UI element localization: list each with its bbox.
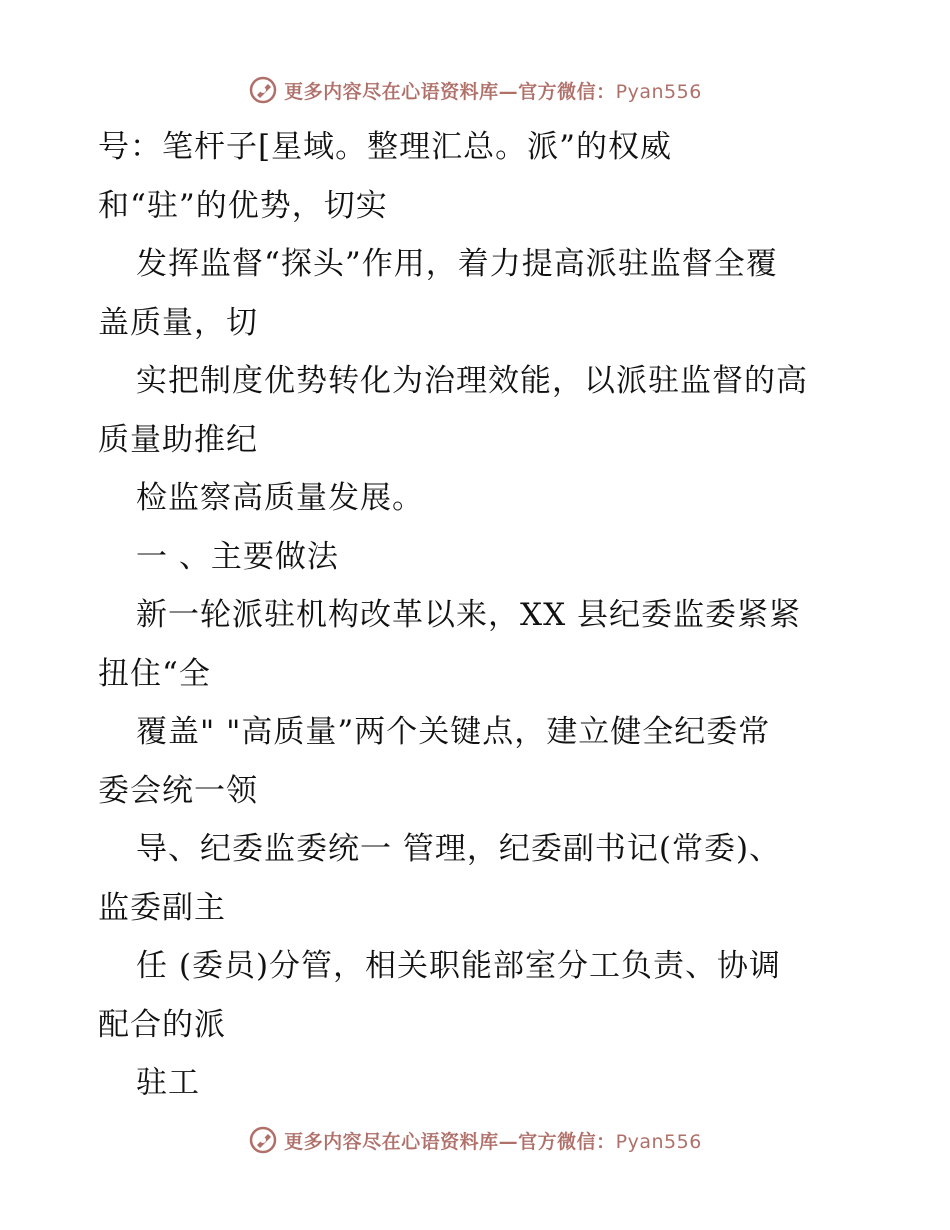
brand-logo-icon	[248, 75, 278, 105]
text-line: 覆盖" "高质量”两个关键点，建立健全纪委常	[136, 714, 771, 750]
text-line: 发挥监督“探头”作用，着力提高派驻监督全覆	[136, 246, 778, 282]
header-watermark	[0, 68, 950, 112]
text-line: 质量助推纪	[98, 421, 258, 458]
text-line: 和“驻”的优势，切实	[98, 187, 388, 224]
document-body	[98, 118, 858, 1113]
footer-watermark	[0, 1118, 950, 1162]
text-line: 实把制度优势转化为治理效能，以派驻监督的高	[136, 363, 808, 399]
text-line: 委会统一领	[98, 772, 258, 809]
text-line: 号：笔杆子[星域。整理汇总。派”的权威	[98, 129, 672, 165]
text-line: 驻工	[136, 1065, 200, 1101]
text-line: 盖质量，切	[98, 304, 258, 341]
brand-logo-icon	[248, 1125, 278, 1155]
text-line: 检监察高质量发展。	[136, 480, 424, 516]
text-line: 导、纪委监委统一 管理，纪委副书记(常委)、	[136, 831, 782, 867]
text-line: 新一轮派驻机构改革以来，XX 县纪委监委紧紧	[136, 597, 801, 633]
watermark-text: 更多内容尽在心语资料库—官方微信：Pyan556	[284, 80, 702, 103]
text-line: 任 (委员)分管，相关职能部室分工负责、协调	[136, 948, 782, 984]
watermark-text: 更多内容尽在心语资料库—官方微信：Pyan556	[284, 1130, 702, 1153]
text-line: 扭住“全	[98, 655, 211, 692]
text-line: 配合的派	[98, 1006, 226, 1043]
text-line: 一 、主要做法	[136, 538, 339, 575]
text-line: 监委副主	[98, 889, 226, 926]
